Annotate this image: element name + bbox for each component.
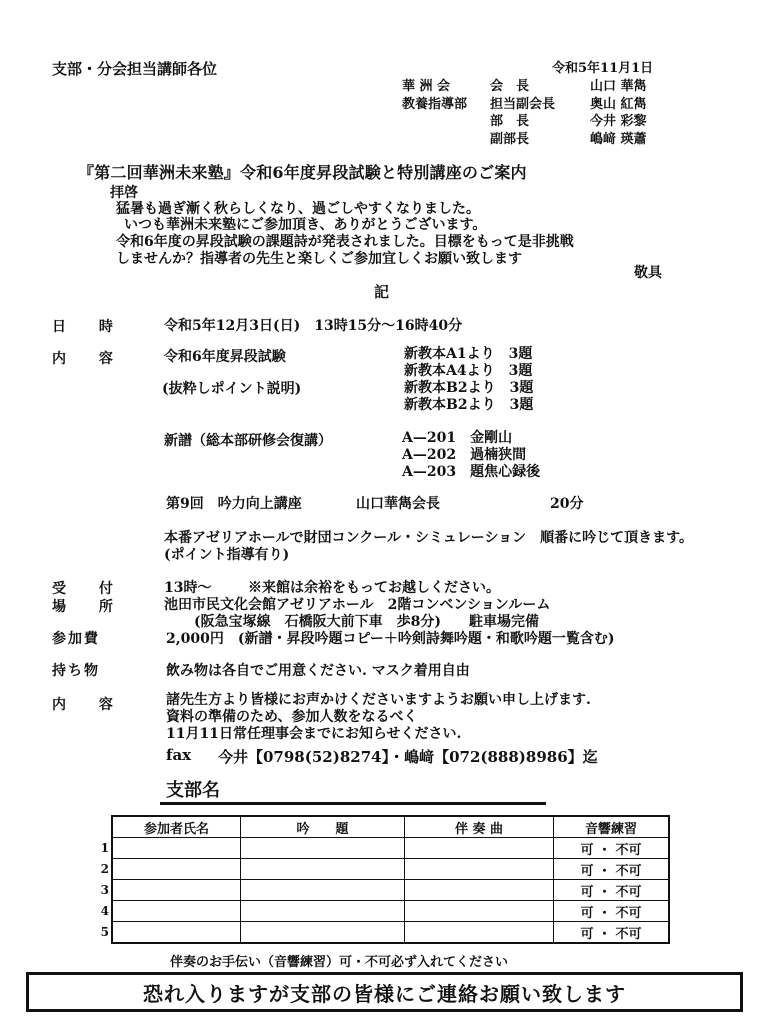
greeting-line: いつも華洲未来塾にご参加頂き、ありがとうございます。 [124,217,487,233]
shinfu-items [402,430,540,481]
sound-practice-choice[interactable]: 可 ・ 不可 [554,859,670,880]
sender-org: 教養指導部 [402,96,468,112]
simulation-note-sub: (ポイント指導有り) [164,547,290,563]
contact-line: 諸先生方より皆様にお声かけくださいますようお願い申し上げます. [166,692,591,708]
row-number: 2 [100,862,109,876]
branch-label: 支部名 [166,780,220,801]
ki-mark: 記 [374,283,390,301]
schedule-value: 令和5年12月3日(日) 13時15分～16時40分 [164,318,463,334]
row-number: 5 [100,925,109,940]
column-header: 吟 題 [241,816,405,838]
shinfu-title: 新譜（総本部研修会復講） [164,433,332,449]
greeting-line: 令和6年度の昇段試験の課題詩が発表されました。目標をもって是非挑戦 [116,234,574,250]
row-number: 4 [100,904,109,918]
exam-item: 新教本B2より 3題 [404,397,534,413]
sender-role: 会 長 [490,79,530,94]
participant-name-cell[interactable] [112,922,241,944]
greeting-line: 猛暑も過ぎ漸く秋らしくなり、過ごしやすくなりました。 [116,201,480,217]
exam-item: 新教本A1より 3題 [404,346,533,362]
content-label: 内 容 [52,351,127,367]
participant-name-cell[interactable] [112,901,241,922]
reply-table [97,815,670,944]
sound-practice-choice[interactable]: 可 ・ 不可 [554,838,670,859]
sender-row [402,78,647,96]
venue-label: 場 所 [52,599,127,615]
accompaniment-cell[interactable] [405,922,554,944]
sound-practice-choice[interactable]: 可 ・ 不可 [554,880,670,901]
belongings-label: 持ち物 [52,663,100,679]
sender-name: 奥山 紅雋 [590,96,647,112]
row-number: 3 [100,883,109,897]
sender-name: 今井 彩黎 [590,114,647,129]
sender-block [402,78,647,148]
fax-label: fax [166,746,192,764]
participant-name-cell[interactable] [112,838,241,859]
table-row [97,922,669,944]
contact-line: 11月11日常任理事会までにお知らせください. [166,726,462,742]
sender-org [402,113,490,131]
lecture-time: 20分 [550,496,584,512]
exam-note: (抜粋しポイント説明) [162,381,302,397]
fee-value: 2,000円 (新譜・昇段吟題コピー＋吟剣詩舞吟題・和歌吟題一覧含む) [166,631,615,647]
contact-line: 資料の準備のため、参加人数をなるべく [166,709,418,725]
venue-name: 池田市民文化会館アゼリアホール 2階コンベンションルーム [164,597,551,613]
shinfu-item: A—202 過楠狭間 [402,447,527,463]
exam-items [404,346,533,414]
accompaniment-cell[interactable] [405,880,554,901]
reception-time: 13時～ [164,580,212,596]
column-header: 伴 奏 曲 [405,816,554,838]
sender-org [402,131,490,149]
branch-underline [160,802,546,805]
lecture-title: 第9回 吟力向上講座 [166,496,302,512]
exam-item: 新教本B2より 3題 [404,380,534,396]
sound-practice-choice[interactable]: 可 ・ 不可 [554,922,670,944]
sender-row [402,131,647,149]
poem-title-cell[interactable] [241,922,405,944]
greeting-opening: 拝啓 [110,185,138,201]
fee-label: 参加費 [52,631,100,647]
greeting-line: しませんか？指導者の先生と楽しくご参加宜しくお願い致します [116,251,522,267]
column-header: 参加者氏名 [112,816,241,838]
sender-role: 部 長 [490,114,530,129]
contact-label: 内 容 [52,697,127,713]
sender-role: 担当副会長 [490,96,556,112]
accompaniment-cell[interactable] [405,901,554,922]
shinfu-item: A—201 金剛山 [402,430,513,446]
exam-title: 令和6年度昇段試験 [164,349,286,365]
accompaniment-cell[interactable] [405,838,554,859]
fax-value: 今井【0798(52)8274】・嶋﨑【072(888)8986】迄 [218,748,598,766]
row-number: 1 [100,841,109,855]
venue-access: (阪急宝塚線 石橋阪大前下車 歩8分) 駐車場完備 [194,614,539,630]
sender-name: 山口 華雋 [590,79,647,94]
poem-title-cell[interactable] [241,901,405,922]
footer-banner [26,972,743,1012]
lecture-by: 山口華雋会長 [356,496,440,512]
greeting-closing: 敬具 [634,265,662,281]
belongings-value: 飲み物は各自でご用意ください. マスク着用自由 [166,663,470,679]
sender-role: 副部長 [490,131,530,147]
column-header: 音響練習 [554,816,670,838]
sender-row [402,96,647,114]
footer-text: 恐れ入りますが支部の皆様にご連絡お願い致します [143,981,626,1006]
contact-lines [166,692,591,743]
table-row [97,838,669,859]
table-header-row [97,816,669,838]
schedule-label: 日 時 [52,319,127,335]
sender-name: 嶋﨑 瑛蕭 [590,131,647,147]
sound-practice-choice[interactable]: 可 ・ 不可 [554,901,670,922]
reception-note: ※来館は余裕をもってお越しください。 [248,580,500,596]
shinfu-item: A—203 題焦心録後 [402,464,541,480]
accompany-note: 伴奏のお手伝い（音響練習）可・不可必ず入れてください [170,955,509,970]
poem-title-cell[interactable] [241,880,405,901]
addressee: 支部・分会担当講師各位 [52,60,218,78]
participant-name-cell[interactable] [112,859,241,880]
accompaniment-cell[interactable] [405,859,554,880]
table-row [97,901,669,922]
poem-title-cell[interactable] [241,838,405,859]
participant-name-cell[interactable] [112,880,241,901]
issue-date: 令和5年11月1日 [552,61,654,76]
page-title: 『第二回華洲未来塾』令和6年度昇段試験と特別講座のご案内 [78,163,527,182]
poem-title-cell[interactable] [241,859,405,880]
sender-row [402,113,647,131]
table-row [97,859,669,880]
reception-label: 受 付 [52,581,127,597]
simulation-note: 本番アゼリアホールで財団コンクール・シミュレーション 順番に吟じて頂きます。 [164,530,694,546]
exam-item: 新教本A4より 3題 [404,363,533,379]
sender-org: 華 洲 会 [402,79,451,94]
table-row [97,880,669,901]
